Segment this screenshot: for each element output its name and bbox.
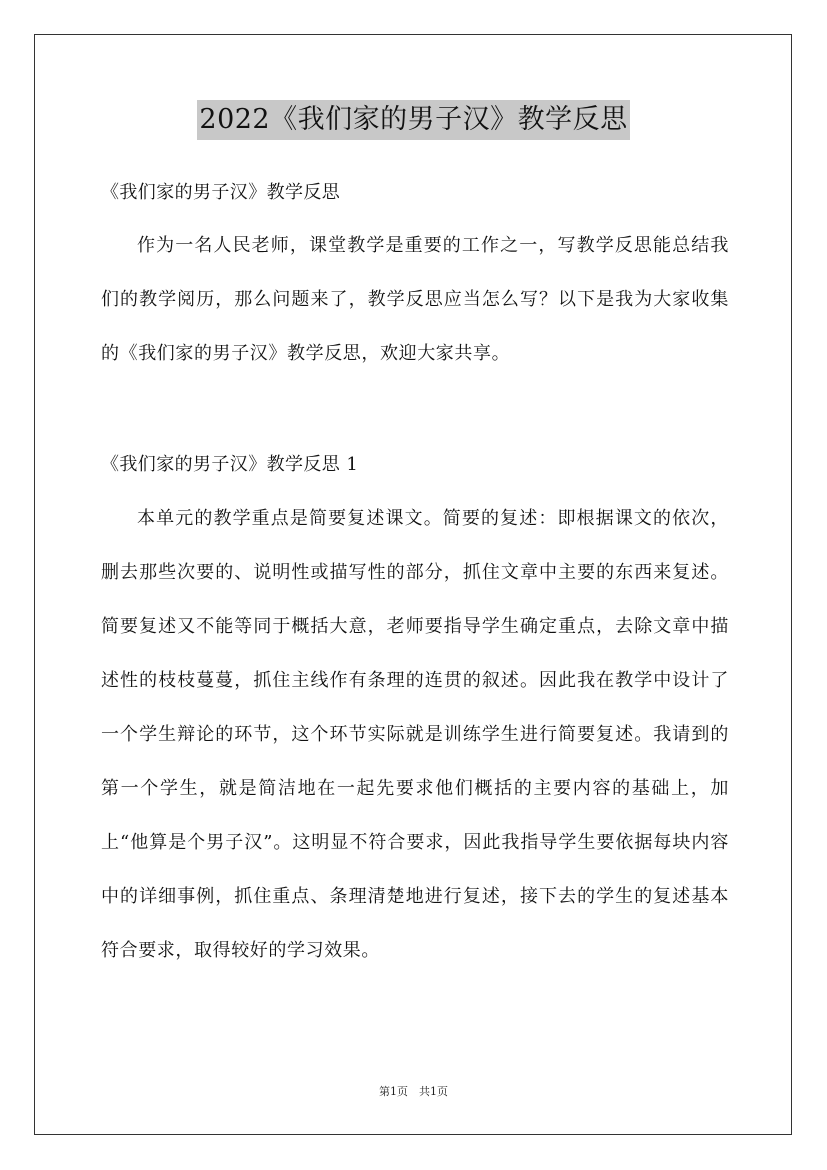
section-paragraph-1: 本单元的教学重点是简要复述课文。简要的复述：即根据课文的依次，删去那些次要的、说明性或描写性的部分，抓住文章中主要的东西来复述。简要复述又不能等同于概括大意，老师要指导学生确定重点，去除文章中描述性的枝枝蔓蔓，抓住主线作有条理的连贯的叙述。因此我在教学中设计了一个学生辩论的环节，这个环节实际就是训练学生进行简要复述。我请到的第一个学生，就是简洁地在一起先要求他们概括的主要内容的基础上，加上“他算是个男子汉”。这明显不符合要求，因此我指导学生要依据每块内容中的详细事例，抓住重点、条理清楚地进行复述，接下去的学生的复述基本符合要求，取得较好的学习效果。	[101, 508, 729, 961]
page-footer: 第1页 共1页	[379, 1085, 448, 1098]
document-title: 2022《我们家的男子汉》教学反思	[197, 100, 629, 140]
section-heading-1: 《我们家的男子汉》教学反思 1	[101, 454, 359, 475]
intro-subtitle: 《我们家的男子汉》教学反思	[101, 182, 341, 203]
intro-paragraph: 作为一名人民老师，课堂教学是重要的工作之一，写教学反思能总结我们的教学阅历，那么问题来了，教学反思应当怎么写？以下是我为大家收集的《我们家的男子汉》教学反思，欢迎大家共享。	[101, 235, 729, 364]
title-container	[0, 100, 827, 140]
